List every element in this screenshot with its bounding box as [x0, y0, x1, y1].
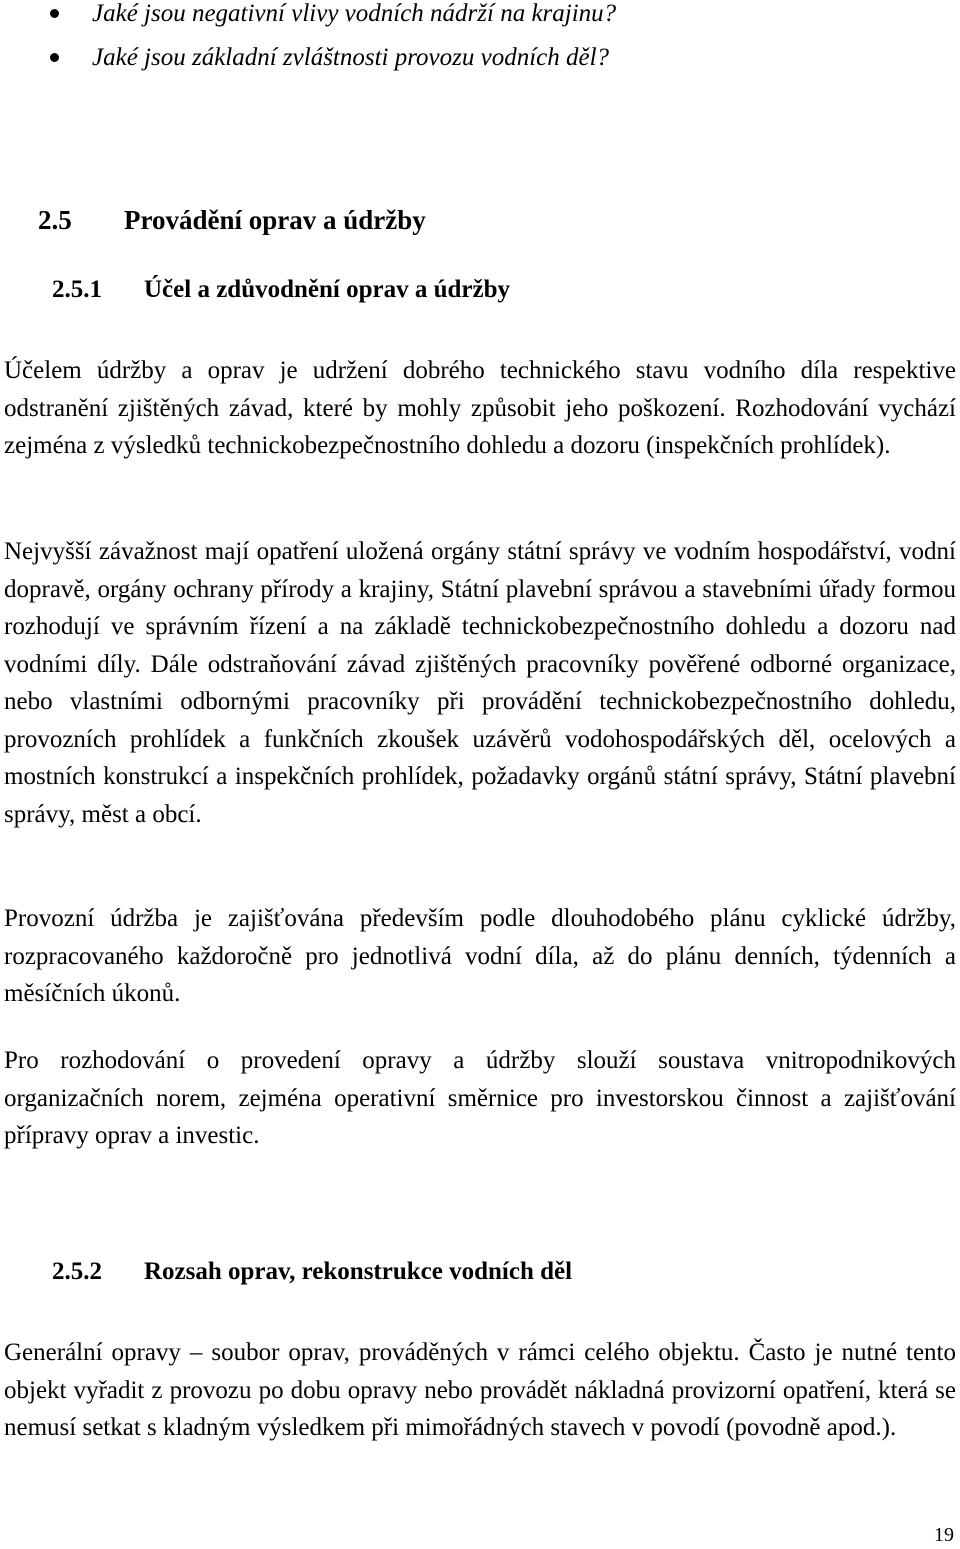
- bullet-text: Jaké jsou základní zvláštnosti provozu vodních děl?: [92, 44, 610, 71]
- subsection-title: Rozsah oprav, rekonstrukce vodních děl: [144, 1258, 573, 1285]
- question-list: [0, 0, 616, 80]
- paragraph: Účelem údržby a oprav je udržení dobrého technického stavu vodního díla respektive odstranění zjištěných závad, které by mohly způsobit jeho poškození. Rozhodování vychází zejména z výsledků technickobezpečnostního dohledu a dozoru (inspekčních prohlídek).: [4, 357, 956, 459]
- paragraph: Pro rozhodování o provedení opravy a údržby slouží soustava vnitropodnikových organizačních norem, zejména operativní směrnice pro investorskou činnost a zajišťování přípravy oprav a investic.: [4, 1047, 956, 1149]
- page-number: 19: [934, 1524, 954, 1546]
- section-heading: [38, 198, 426, 242]
- paragraph: Generální opravy – soubor oprav, prováděných v rámci celého objektu. Často je nutné tento objekt vyřadit z provozu po dobu opravy nebo provádět nákladná provizorní opatření, která se nemusí setkat s kladným výsledkem při mimořádných stavech v povodí (povodně apod.).: [4, 1339, 956, 1441]
- bullet-icon: [50, 9, 59, 18]
- subsection-number: 2.5.1: [52, 276, 102, 303]
- subsection-title: Účel a zdůvodnění oprav a údržby: [144, 276, 511, 303]
- list-item: [0, 36, 616, 80]
- subsection-heading: [52, 270, 510, 310]
- bullet-icon: [50, 53, 59, 62]
- subsection-number: 2.5.2: [52, 1258, 102, 1285]
- subsection-heading: [52, 1252, 572, 1292]
- section-number: 2.5: [38, 205, 72, 235]
- bullet-text: Jaké jsou negativní vlivy vodních nádrží na krajinu?: [92, 0, 617, 27]
- list-item: [0, 0, 616, 36]
- section-title: Provádění oprav a údržby: [124, 205, 426, 235]
- paragraph: Provozní údržba je zajišťována především podle dlouhodobého plánu cyklické údržby, rozpracovaného každoročně pro jednotlivá vodní díla, až do plánu denních, týdenních a měsíčních úkonů.: [4, 905, 956, 1007]
- paragraph: Nejvyšší závažnost mají opatření uložená orgány státní správy ve vodním hospodářství, vodní dopravě, orgány ochrany přírody a krajiny, Státní plavební správou a stavebními úřady formou rozhodují ve správním řízení a na základě technickobezpečnostního dohledu a dozoru nad vodními díly. Dále odstraňování závad zjištěných pracovníky pověřené odborné organizace, nebo vlastními odbornými pracovníky při provádění technickobezpečnostního dohledu, provozních prohlídek a funkčních zkoušek uzávěrů vodohospodářských děl, ocelových a mostních konstrukcí a inspekčních prohlídek, požadavky orgánů státní správy, Státní plavební správy, měst a obcí.: [4, 538, 956, 828]
